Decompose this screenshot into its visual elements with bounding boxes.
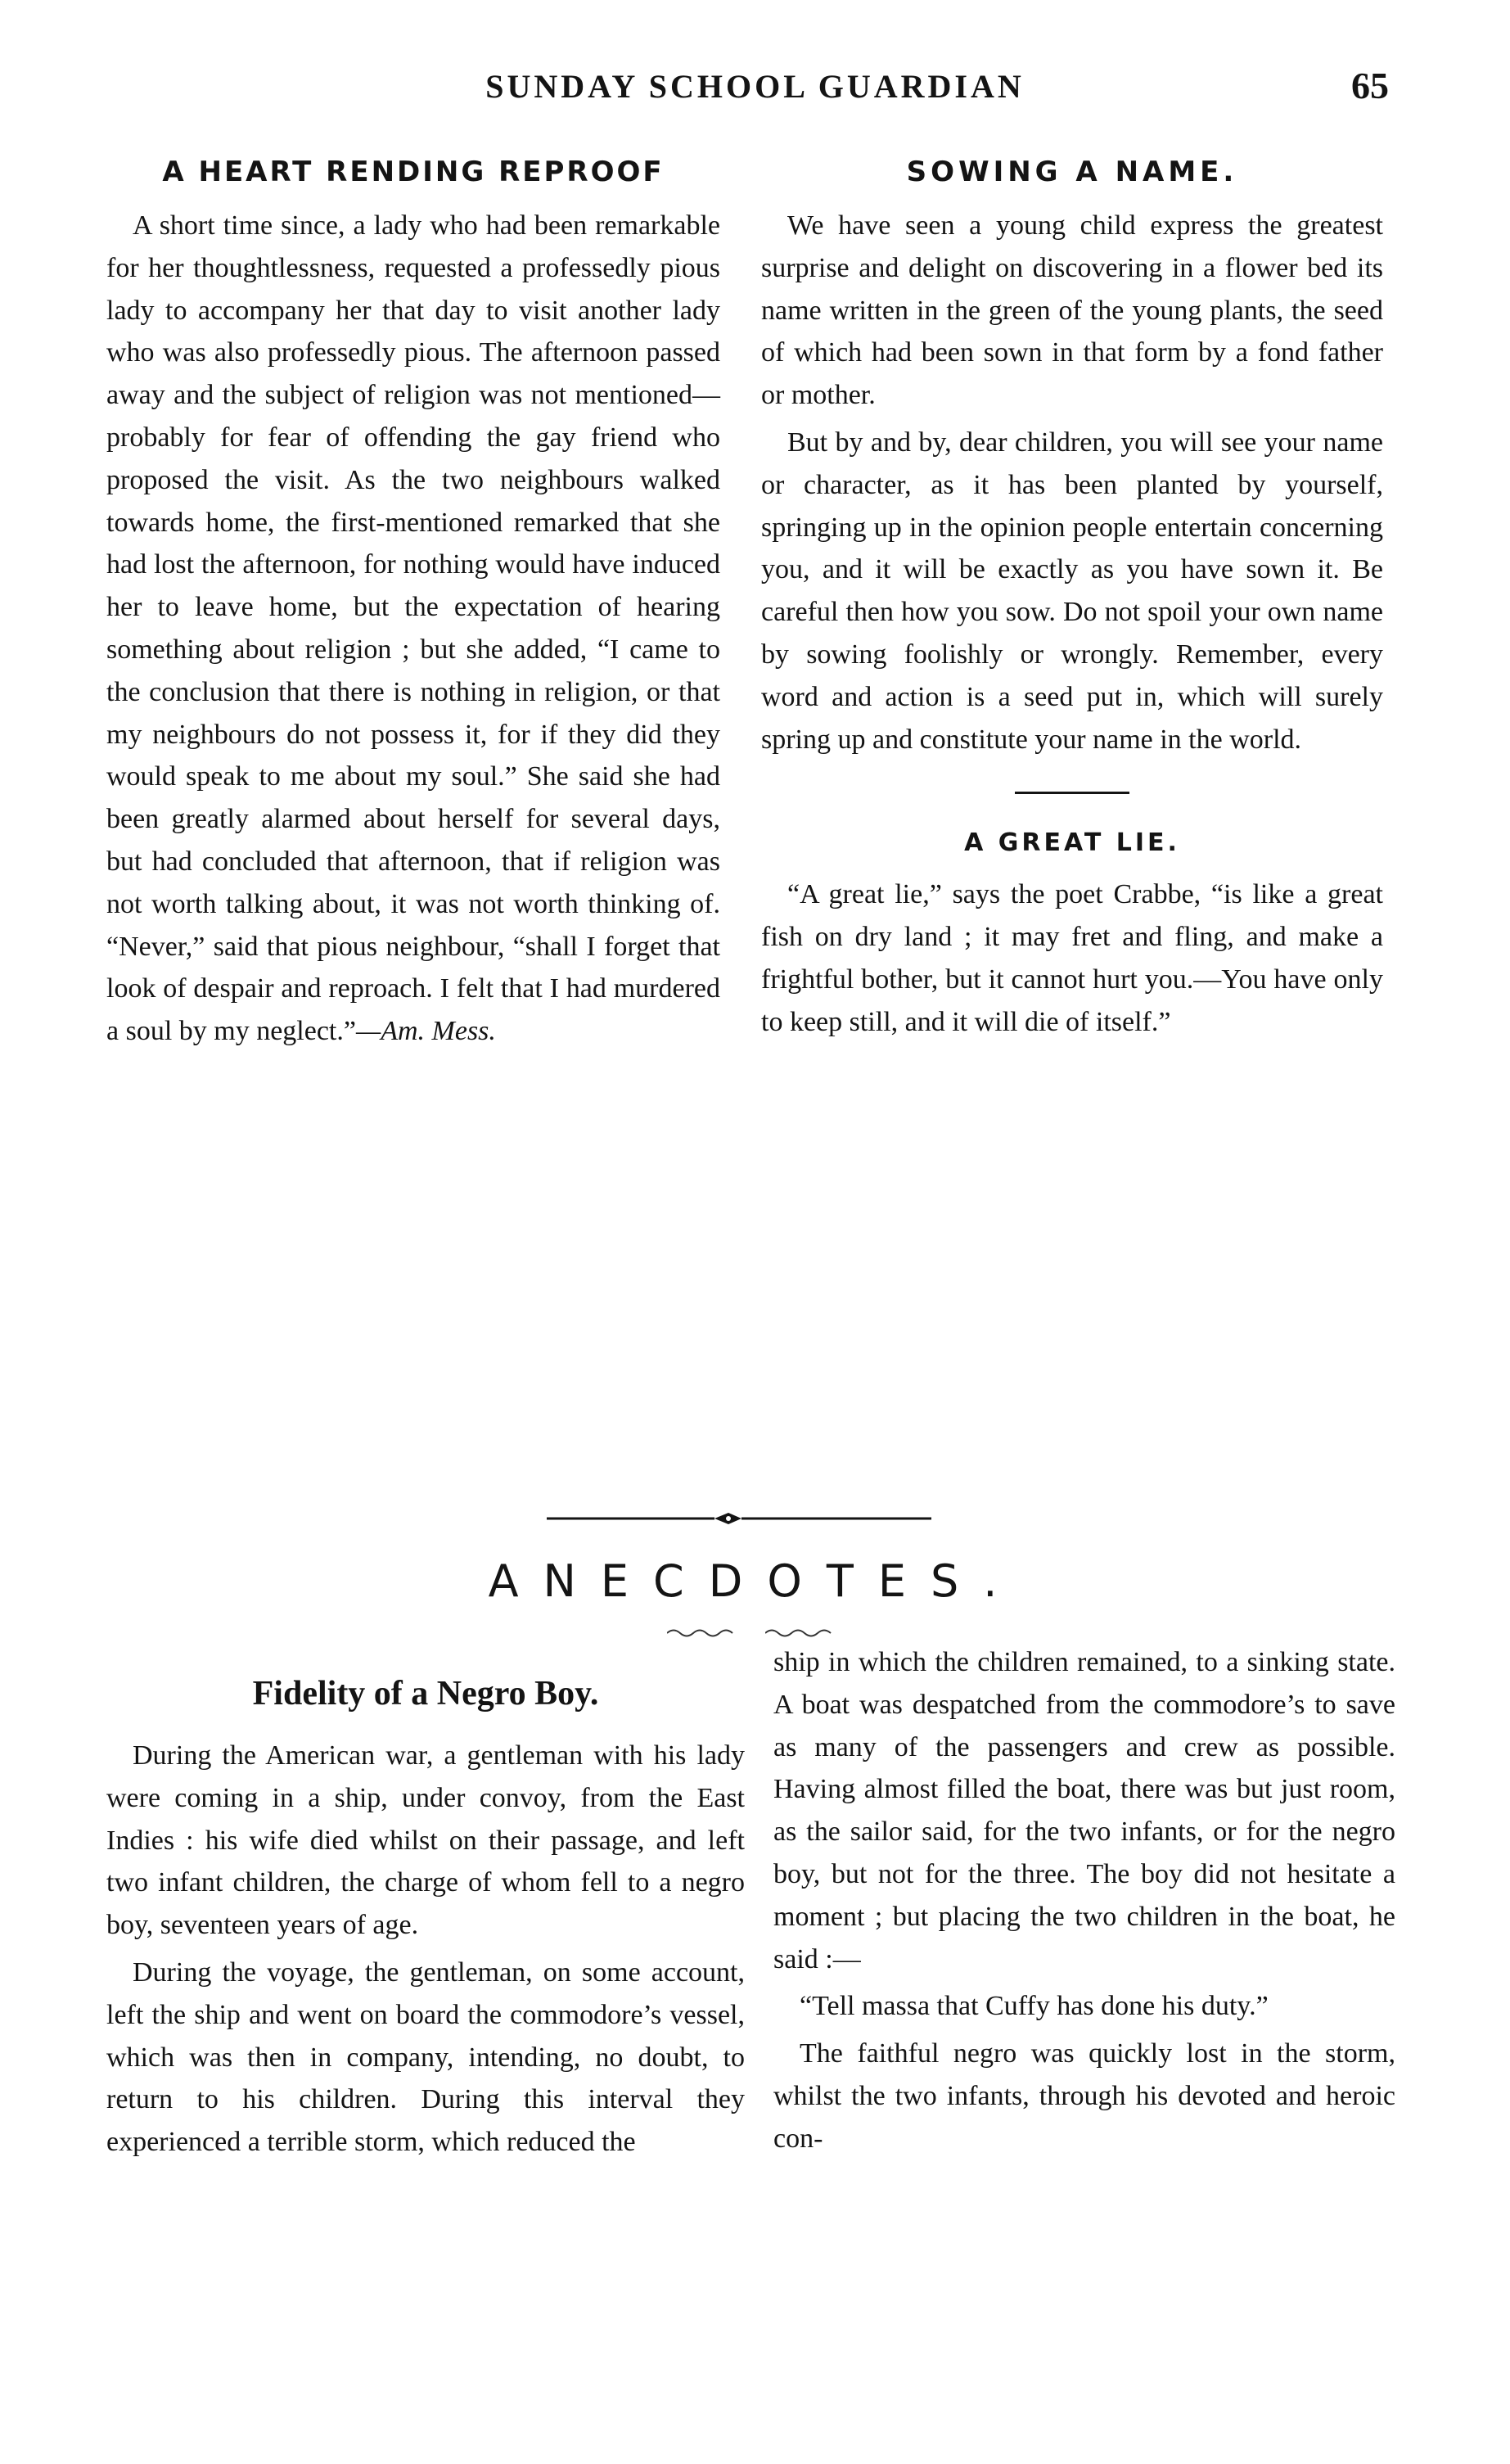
- article-paragraph: But by and by, dear children, you will see your name or character, as it has been planted by yourself, springing up in the opinion people entertain concerning you, and it will be exactly as you have sown it. Be careful then how you sow. Do not spoil your own name by sowing foolishly or wrongly. Remember, every word and action is a seed put in, which will surely spring up and constitute your name in the world.: [761, 426, 1383, 755]
- article-title: A GREAT LIE.: [964, 828, 1180, 858]
- article-paragraph: We have seen a young child express the greatest surprise and delight on discovering in a flower bed its name written in the green of the young plants, the seed of which had been sown in that form by a fond father or mother.: [761, 210, 1383, 411]
- section-title-anecdotes: ANECDOTES.: [488, 1555, 1022, 1607]
- ornamental-divider: [547, 1506, 931, 1531]
- page-number: 65: [1351, 65, 1389, 106]
- anecdote-right-column: [773, 1641, 1395, 2160]
- running-head: [0, 67, 1510, 116]
- anecdote-paragraph: ship in which the children remained, to a sinking state. A boat was despatched from the commodore’s to save as many of the passengers and crew as possible. Having almost filled the boat, there was but just room, as the sailor said, for the two infants, or for the negro boy, but not for the three. The boy did not hesitate a moment ; but placing the two children in the boat, he said :—: [773, 1647, 1395, 1974]
- anecdote-paragraph: “Tell massa that Cuffy has done his duty.”: [800, 1991, 1269, 2022]
- right-column-top: [761, 156, 1383, 1044]
- article-paragraph: [106, 205, 720, 1053]
- anecdote-paragraph: During the American war, a gentleman with his lady were coming in a ship, under convoy, from the East Indies : his wife died whilst on their passage, and left two infant children, the charge of whom fell to a negro boy, seventeen years of age.: [106, 1740, 745, 1941]
- anecdote-left-column: [106, 1674, 745, 2164]
- divider-ornament-icon: [547, 1506, 931, 1531]
- wavy-ornament-icon: [667, 1627, 741, 1639]
- article-paragraph: “A great lie,” says the poet Crabbe, “is like a great fish on dry land ; it may fret and fling, and make a frightful bother, but it cannot hurt you.—You have only to keep still, and it will die of itself.”: [761, 879, 1383, 1037]
- article-title: SOWING A NAME.: [906, 156, 1238, 188]
- short-rule: [1015, 792, 1129, 794]
- anecdote-paragraph: The faithful negro was quickly lost in the storm, whilst the two infants, through his devoted and heroic con-: [773, 2038, 1395, 2154]
- wavy-ornament-icon: [765, 1627, 839, 1639]
- article-heart-rending-reproof: [106, 156, 720, 1053]
- paragraph-text: A short time since, a lady who had been remarkable for her thoughtlessness, requested a professedly pious lady to accompany her that day to visit another lady who was also professedly pious. The afternoon passed away and the subject of religion was not mentioned—probably for fear of offending the gay friend who proposed the visit. As the two neighbours walked towards home, the first-mentioned remarked that she had lost the afternoon, for nothing would have induced her to leave home, but the expectation of hearing something about religion ; but she added, “I came to the conclusion that there is nothing in religion, or that my neighbours do not possess it, for if they did they would speak to me about my soul.” She said she had been greatly alarmed about herself for several days, but had concluded that afternoon, that if religion was not worth talking about, it was not worth thinking of. “Never,” said that pious neighbour, “shall I forget that look of despair and reproach. I felt that I had murdered a soul by my neglect.”: [106, 210, 720, 1047]
- article-title: A HEART RENDING REPROOF: [162, 156, 665, 188]
- anecdote-title: Fidelity of a Negro Boy.: [252, 1675, 599, 1713]
- attribution: —Am. Mess.: [355, 1016, 496, 1047]
- anecdote-paragraph: During the voyage, the gentleman, on some account, left the ship and went on board the commodore’s vessel, which was then in company, intending, no doubt, to return to his children. During this interval they experienced a terrible storm, which reduced the: [106, 1956, 745, 2158]
- running-title: SUNDAY SCHOOL GUARDIAN: [485, 68, 1025, 105]
